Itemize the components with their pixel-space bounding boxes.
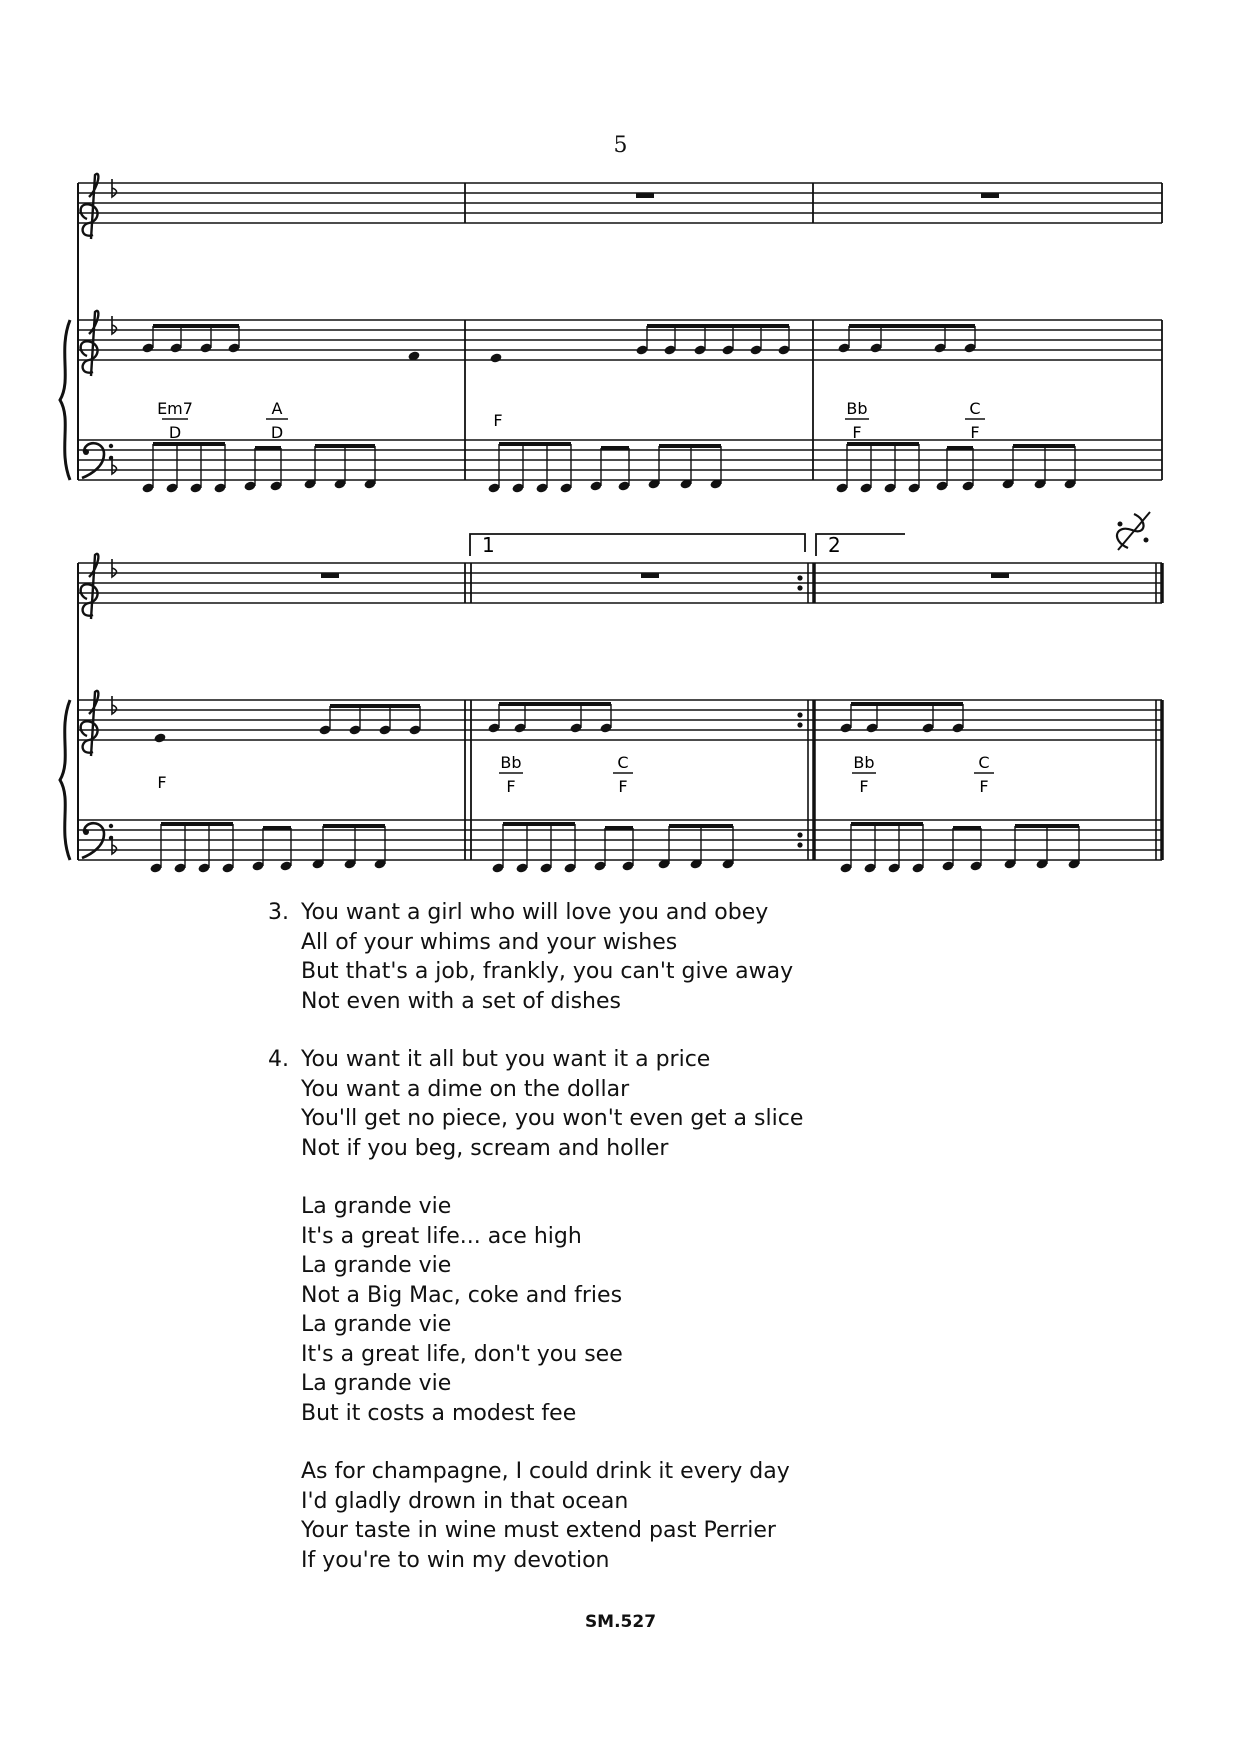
chord-bass: F (852, 423, 862, 442)
lyric-line (268, 1516, 803, 1546)
chord-symbol: C (969, 399, 981, 418)
volta-labels (482, 533, 841, 557)
catalog-code: SM.527 (584, 1612, 657, 1632)
lyric-line (268, 1045, 803, 1075)
lyric-line (268, 1546, 803, 1576)
lyric-text: You want it all but you want it a price (301, 1047, 711, 1072)
lyric-text: La grande vie (301, 1194, 452, 1219)
verse (268, 1045, 803, 1163)
lyric-text: You want a dime on the dollar (301, 1076, 630, 1102)
system2-chords (157, 753, 994, 796)
lyric-text: Not a Big Mac, coke and fries (301, 1282, 623, 1308)
lyric-text: As for champagne, I could drink it every day (301, 1459, 790, 1484)
chord-bass: F (979, 777, 989, 796)
verse (268, 1192, 803, 1428)
lyric-text: But it costs a modest fee (301, 1400, 577, 1426)
lyric-line (268, 957, 803, 987)
verse (268, 1457, 803, 1575)
ending-2-label: 2 (828, 533, 841, 557)
lyric-line (268, 1134, 803, 1164)
verse-number: 4. (268, 1047, 289, 1072)
chord-bass: D (168, 423, 182, 442)
lyric-line (268, 928, 803, 958)
lyric-text: If you're to win my devotion (301, 1547, 610, 1573)
chord-bass: D (270, 423, 284, 442)
chord-bass: F (618, 777, 628, 796)
lyric-line (268, 898, 803, 928)
verse (268, 898, 803, 1016)
lyric-text: La grande vie (301, 1371, 452, 1396)
lyric-text: La grande vie (301, 1253, 452, 1278)
lyric-text: Not even with a set of dishes (301, 988, 621, 1014)
chord-symbol: C (617, 753, 629, 772)
lyric-line (268, 1075, 803, 1105)
lyric-line (268, 1487, 803, 1517)
lyric-text: I'd gladly drown in that ocean (301, 1488, 629, 1514)
lyric-line (268, 1457, 803, 1487)
lyric-line (268, 1222, 803, 1252)
page-number: 5 (613, 133, 628, 158)
lyric-line (268, 987, 803, 1017)
lyric-line (268, 1251, 803, 1281)
lyric-line (268, 1281, 803, 1311)
lyric-text: All of your whims and your wishes (301, 929, 678, 955)
score-engraving (60, 174, 1162, 874)
lyric-text: It's a great life... ace high (301, 1223, 582, 1249)
lyric-text: It's a great life, don't you see (301, 1341, 623, 1367)
lyric-text: Not if you beg, scream and holler (301, 1135, 669, 1161)
chord-bass: F (970, 423, 980, 442)
chord-symbol: A (271, 399, 283, 418)
chord-symbol: Bb (846, 399, 868, 418)
chord-symbol: C (978, 753, 990, 772)
lyric-text: Your taste in wine must extend past Perrier (301, 1518, 776, 1543)
lyric-text: You'll get no piece, you won't even get a slice (301, 1106, 804, 1131)
lyric-line (268, 1192, 803, 1222)
chord-symbol: Bb (500, 753, 522, 772)
chord-bass: F (859, 777, 869, 796)
chord-bass: F (506, 777, 516, 796)
lyric-text: La grande vie (301, 1312, 452, 1337)
lyric-line (268, 1369, 803, 1399)
lyric-line (268, 1340, 803, 1370)
lyric-text: You want a girl who will love you and obey (301, 900, 769, 925)
system1-chords (157, 399, 985, 442)
lyrics-block (268, 898, 803, 1604)
ending-1-label: 1 (482, 533, 495, 557)
lyric-text: But that's a job, frankly, you can't give away (301, 959, 794, 984)
lyric-line (268, 1310, 803, 1340)
chord-symbol: F (493, 411, 503, 430)
chord-symbol: Em7 (157, 399, 193, 418)
lyric-line (268, 1104, 803, 1134)
verse-number: 3. (268, 900, 289, 925)
lyric-line (268, 1399, 803, 1429)
chord-symbol: Bb (853, 753, 875, 772)
chord-symbol: F (157, 773, 167, 792)
